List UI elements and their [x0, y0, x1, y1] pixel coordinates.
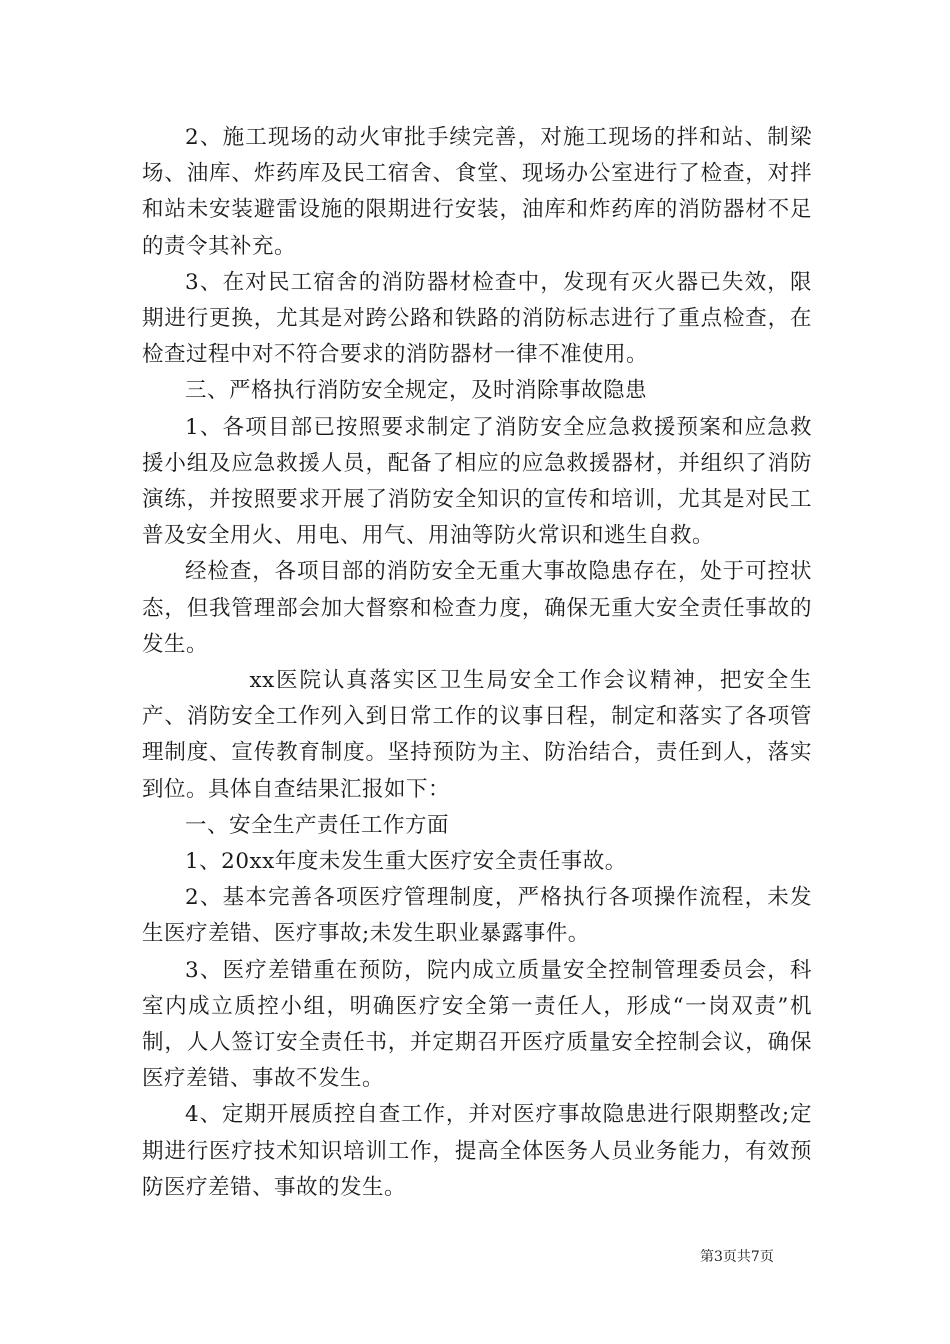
paragraph-dormitory-fire-equipment: 3、在对民工宿舍的消防器材检查中，发现有灭火器已失效，限期进行更换，尤其是对跨公路和铁路的消防标志进行了重点检查，在检查过程中对不符合要求的消防器材一律不准使用。	[142, 269, 812, 368]
section-heading-safety-responsibility: 一、安全生产责任工作方面	[185, 812, 450, 838]
paragraph-inspection-conclusion: 经检查，各项目部的消防安全无重大事故隐患存在，处于可控状态，但我管理部会加大督察和检查力度，确保无重大安全责任事故的发生。	[142, 559, 812, 657]
page-number-footer: 第3页共7页	[700, 1249, 774, 1265]
paragraph-construction-fire-approval: 2、施工现场的动火审批手续完善，对施工现场的拌和站、制梁场、油库、炸药库及民工宿舍、食堂、现场办公室进行了检查，对拌和站未安装避雷设施的限期进行安装，油库和炸药库的消防器材不足的责令其补充。	[142, 125, 812, 259]
document-body	[142, 120, 812, 1206]
paragraph-hospital-intro: xx医院认真落实区卫生局安全工作会议精神，把安全生产、消防安全工作列入到日常工作的议事日程，制定和落实了各项管理制度、宣传教育制度。坚持预防为主、防治结合，责任到人，落实到位。具体自查结果汇报如下：	[142, 668, 812, 802]
paragraph-management-system: 2、基本完善各项医疗管理制度，严格执行各项操作流程，未发生医疗差错、医疗事故;未发生职业暴露事件。	[142, 885, 812, 947]
paragraph-quality-control: 4、定期开展质控自查工作，并对医疗事故隐患进行限期整改;定期进行医疗技术知识培训工作，提高全体医务人员业务能力，有效预防医疗差错、事故的发生。	[142, 1102, 812, 1200]
paragraph-no-major-accident: 1、20xx年度未发生重大医疗安全责任事故。	[185, 849, 627, 875]
section-heading-fire-safety-rules: 三、严格执行消防安全规定，及时消除事故隐患	[185, 378, 648, 404]
paragraph-emergency-plan: 1、各项目部已按照要求制定了消防安全应急救援预案和应急救援小组及应急救援人员，配备了相应的应急救援器材，并组织了消防演练，并按照要求开展了消防安全知识的宣传和培训，尤其是对民工普及安全用火、用电、用气、用油等防火常识和逃生自救。	[142, 414, 812, 549]
paragraph-error-prevention: 3、医疗差错重在预防，院内成立质量安全控制管理委员会，科室内成立质控小组，明确医疗安全第一责任人，形成“一岗双责”机制，人人签订安全责任书，并定期召开医疗质量安全控制会议，确保医疗差错、事故不发生。	[142, 957, 812, 1092]
